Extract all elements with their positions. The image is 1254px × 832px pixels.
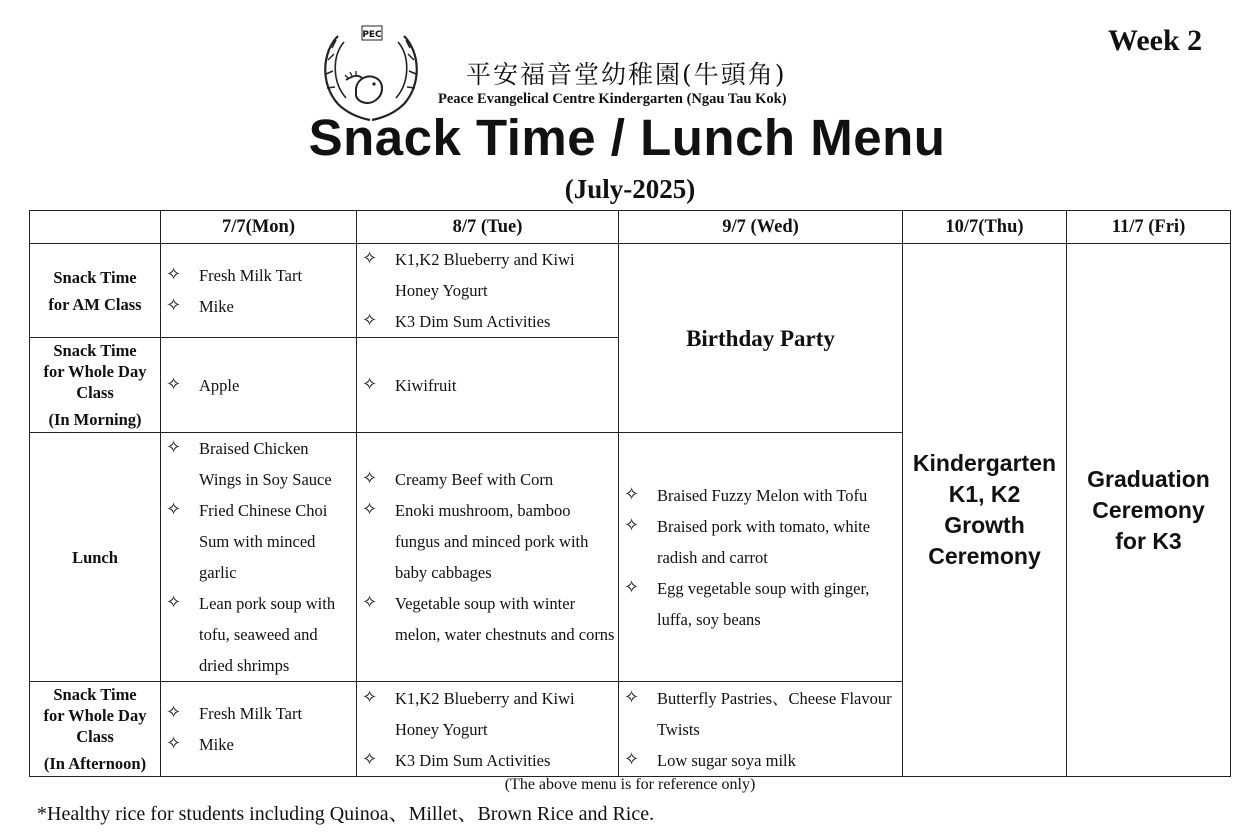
- menu-item: [161, 260, 354, 291]
- menu-item: [161, 729, 354, 760]
- day-header-fri: 11/7 (Fri): [1067, 211, 1231, 244]
- menu-item: [357, 683, 616, 745]
- sparkle-bullet-icon: ✧: [362, 248, 378, 268]
- menu-item-text: Fresh Milk Tart: [199, 704, 303, 723]
- sparkle-bullet-icon: ✧: [166, 437, 182, 457]
- menu-item-text: Fried Chinese Choi Sum with minced garlic: [199, 501, 328, 582]
- menu-item: [619, 573, 900, 635]
- healthy-rice-footnote: *Healthy rice for students including Quinoa、Millet、Brown Rice and Rice.: [37, 803, 655, 825]
- day-header-mon: 7/7(Mon): [161, 211, 357, 244]
- sparkle-bullet-icon: ✧: [166, 592, 182, 612]
- menu-item: [161, 588, 354, 681]
- cell-mon-wd-morning: [161, 338, 357, 433]
- sparkle-bullet-icon: ✧: [362, 686, 378, 707]
- cell-mon-lunch: [161, 433, 357, 682]
- day-header-thu: 10/7(Thu): [903, 211, 1067, 244]
- header-empty-cell: [30, 211, 161, 244]
- menu-item-text: K3 Dim Sum Activities: [395, 312, 551, 331]
- menu-item-text: Fresh Milk Tart: [199, 265, 303, 285]
- sparkle-bullet-icon: ✧: [166, 702, 182, 722]
- sparkle-bullet-icon: ✧: [624, 483, 640, 504]
- menu-item-text: K3 Dim Sum Activities: [395, 750, 551, 770]
- page-subtitle: (July-2025): [564, 174, 696, 204]
- menu-item-text: K1,K2 Blueberry and Kiwi Honey Yogurt: [395, 250, 575, 300]
- sparkle-bullet-icon: ✧: [624, 748, 640, 769]
- cell-wed-lunch: [619, 433, 903, 682]
- row-label-wd-morning: Snack Time for Whole Day Class (In Morning): [30, 338, 161, 433]
- sparkle-bullet-icon: ✧: [166, 373, 182, 394]
- sparkle-bullet-icon: ✧: [624, 514, 640, 535]
- row-label-lunch: Lunch: [30, 433, 161, 682]
- cell-wed-birthday-party: Birthday Party: [619, 244, 903, 433]
- sparkle-bullet-icon: ✧: [624, 686, 640, 707]
- cell-tue-lunch: [357, 433, 619, 682]
- menu-item-text: Braised Fuzzy Melon with Tofu: [657, 485, 868, 505]
- cell-mon-am-snack: [161, 244, 357, 338]
- sparkle-bullet-icon: ✧: [362, 499, 378, 519]
- menu-item: [357, 464, 616, 495]
- sparkle-bullet-icon: ✧: [362, 748, 378, 769]
- menu-item: [357, 745, 616, 776]
- menu-item: [161, 433, 354, 495]
- cell-thu-growth-ceremony: Kindergarten K1, K2 Growth Ceremony: [903, 244, 1067, 777]
- cell-tue-am-snack: [357, 244, 619, 338]
- sparkle-bullet-icon: ✧: [362, 373, 378, 394]
- reference-note: (The above menu is for reference only): [504, 776, 756, 793]
- menu-item: [161, 495, 354, 588]
- cell-tue-wd-afternoon: [357, 682, 619, 777]
- menu-item: [357, 306, 616, 337]
- menu-item-text: Vegetable soup with winter melon, water chestnuts and corns: [395, 594, 615, 644]
- sparkle-bullet-icon: ✧: [362, 310, 378, 330]
- menu-item-text: Enoki mushroom, bamboo fungus and minced pork with baby cabbages: [395, 501, 589, 582]
- table-row-am-snack: [30, 244, 1231, 338]
- menu-item-text: Butterfly Pastries、Cheese Flavour Twists: [657, 688, 892, 739]
- sparkle-bullet-icon: ✧: [166, 733, 182, 753]
- menu-item: [357, 244, 616, 306]
- day-header-tue: 8/7 (Tue): [357, 211, 619, 244]
- cell-wed-wd-afternoon: [619, 682, 903, 777]
- row-label-am-snack: Snack Time for AM Class: [30, 244, 161, 338]
- table-header-row: [30, 211, 1231, 244]
- menu-item: [619, 683, 900, 745]
- menu-item-text: Mike: [199, 735, 234, 754]
- sparkle-bullet-icon: ✧: [166, 499, 182, 519]
- menu-item: [619, 745, 900, 776]
- menu-item: [357, 495, 616, 588]
- menu-table: [29, 210, 1231, 777]
- menu-item-text: Apple: [199, 375, 240, 395]
- week-label: Week 2: [1108, 24, 1203, 57]
- menu-item-text: Kiwifruit: [395, 375, 457, 395]
- cell-fri-graduation-ceremony: Graduation Ceremony for K3: [1067, 244, 1231, 777]
- menu-item: [357, 588, 616, 650]
- sparkle-bullet-icon: ✧: [624, 576, 640, 597]
- row-label-wd-afternoon: Snack Time for Whole Day Class (In Afternoon): [30, 682, 161, 777]
- school-name-english: Peace Evangelical Centre Kindergarten (Ngau Tau Kok): [438, 91, 787, 107]
- sparkle-bullet-icon: ✧: [166, 263, 182, 284]
- menu-item: [161, 698, 354, 729]
- menu-item: [161, 370, 354, 401]
- menu-item: [619, 511, 900, 573]
- sparkle-bullet-icon: ✧: [362, 468, 378, 488]
- sparkle-bullet-icon: ✧: [166, 294, 182, 315]
- cell-mon-wd-afternoon: [161, 682, 357, 777]
- cell-tue-wd-morning: [357, 338, 619, 433]
- menu-item-text: Braised pork with tomato, white radish and carrot: [657, 516, 871, 567]
- school-name-chinese: 平安福音堂幼稚園(牛頭角): [466, 60, 787, 89]
- svg-text:PEC: PEC: [362, 30, 382, 40]
- menu-item-text: K1,K2 Blueberry and Kiwi Honey Yogurt: [395, 688, 575, 739]
- sparkle-bullet-icon: ✧: [362, 592, 378, 612]
- menu-item-text: Egg vegetable soup with ginger, luffa, soy beans: [657, 578, 870, 629]
- menu-item: [619, 480, 900, 511]
- day-header-wed: 9/7 (Wed): [619, 211, 903, 244]
- menu-item-text: Braised Chicken Wings in Soy Sauce: [199, 439, 332, 489]
- menu-item-text: Mike: [199, 296, 234, 316]
- menu-item-text: Lean pork soup with tofu, seaweed and dried shrimps: [199, 594, 336, 675]
- menu-item: [357, 370, 616, 401]
- menu-item-text: Low sugar soya milk: [657, 750, 796, 770]
- page-title: Snack Time / Lunch Menu: [308, 109, 946, 166]
- menu-item-text: Creamy Beef with Corn: [395, 470, 554, 489]
- menu-item: [161, 291, 354, 322]
